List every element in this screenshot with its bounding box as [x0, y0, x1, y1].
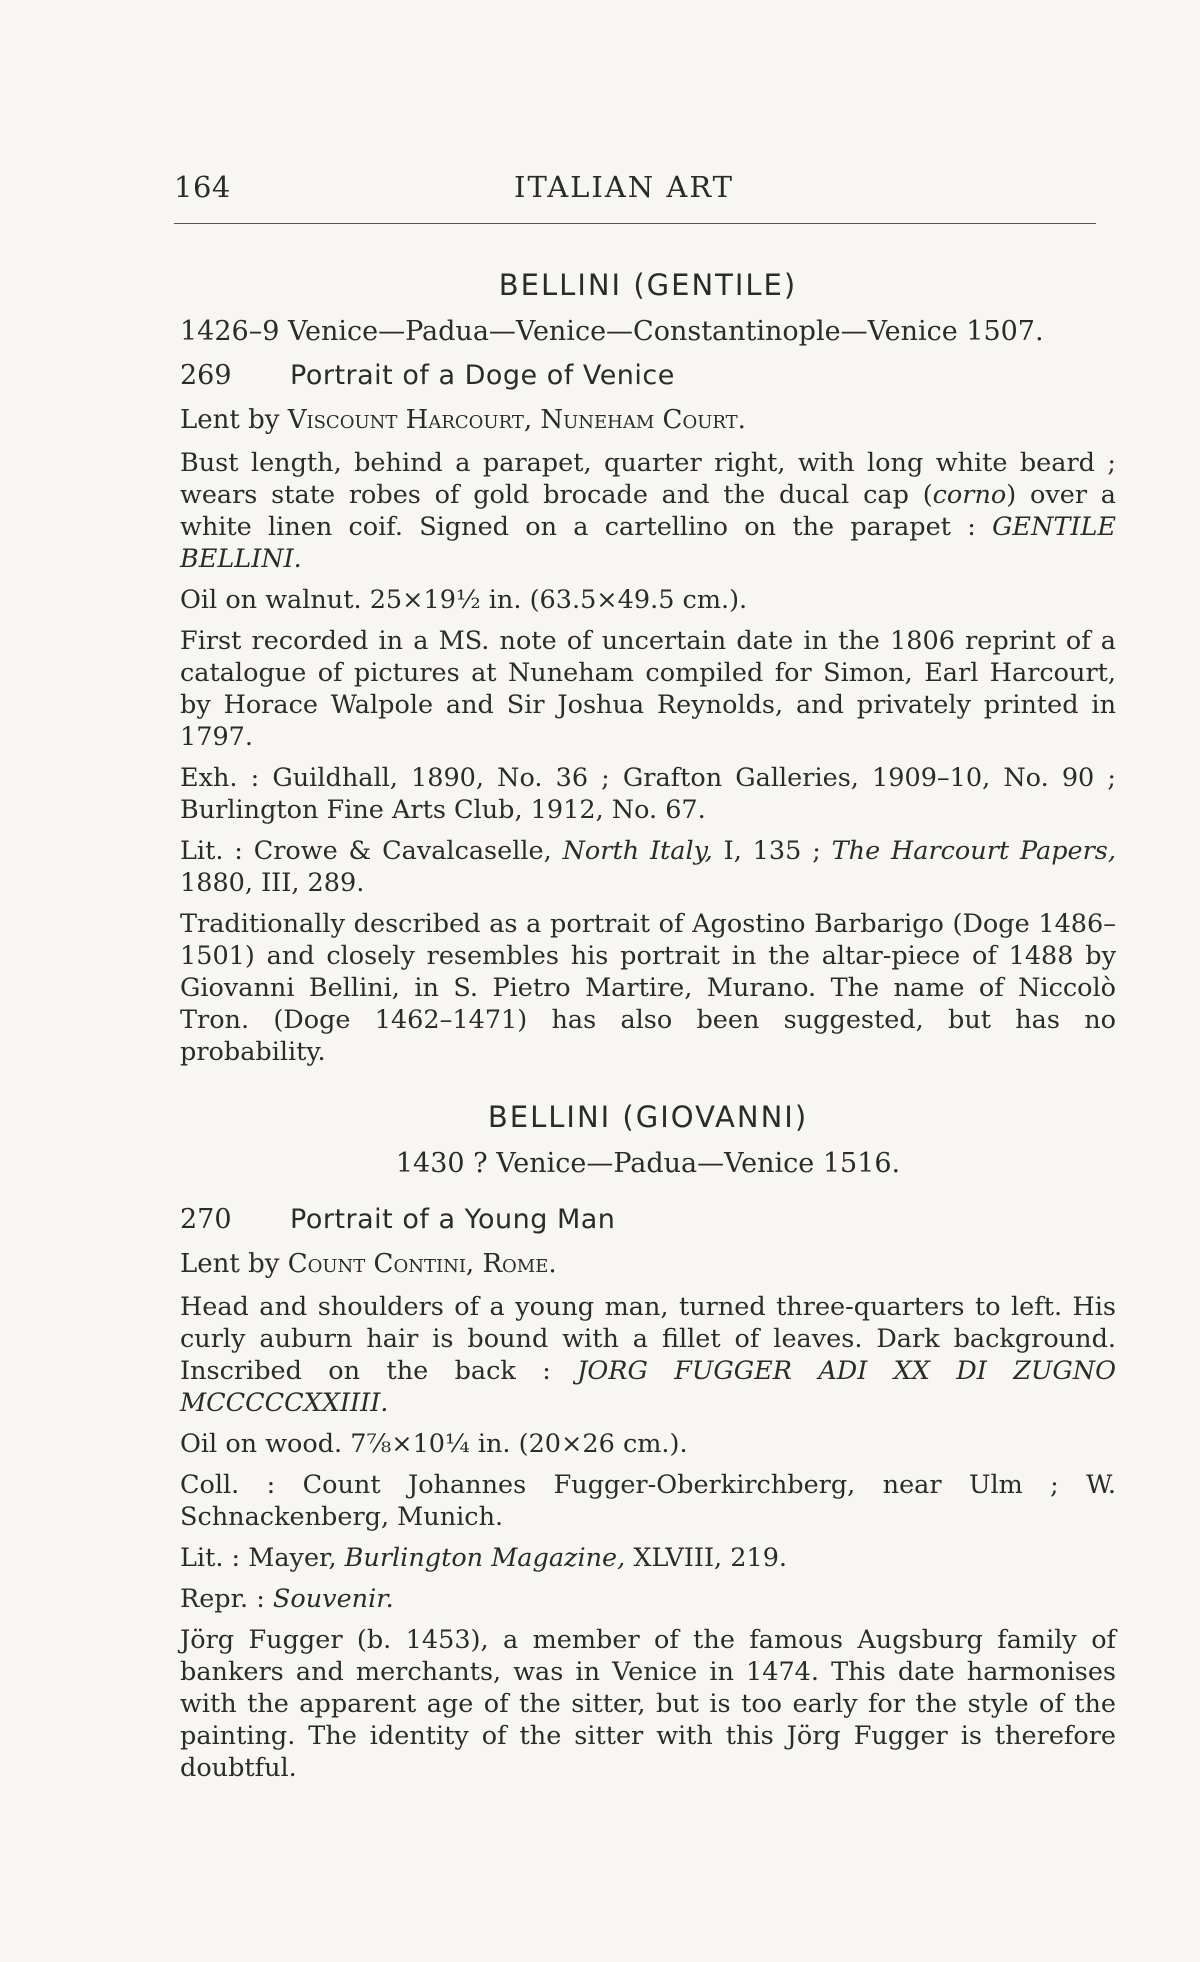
- catalogue-entry-269: [180, 360, 1116, 1068]
- artist-dates: 1426–9 Venice—Padua—Venice—Constantinople—Venice 1507.: [180, 316, 1044, 347]
- literature-text: XLVIII, 219.: [625, 1543, 788, 1573]
- description-text: Head and shoulders of a young man, turned three-quarters to left. His curly auburn hair is bound with a fillet of leaves. Dark background. Inscribed on the back :: [180, 1292, 1116, 1386]
- header-rule: [174, 223, 1096, 224]
- lender-prefix: Lent by: [180, 405, 280, 435]
- lender-line: [180, 1247, 1116, 1281]
- page-header: [174, 170, 1096, 210]
- entry-description: [180, 447, 1116, 575]
- description-italic: corno: [932, 480, 1007, 510]
- entry-title: Portrait of a Doge of Venice: [290, 360, 675, 391]
- lender-prefix: Lent by: [180, 1249, 280, 1279]
- signature-text: GENTILE BELLINI.: [180, 512, 1116, 574]
- literature-title: North Italy,: [562, 836, 713, 866]
- entry-note: Traditionally described as a portrait of Agostino Barbarigo (Doge 1486–1501) and closely resembles his portrait in the altar-piece of 1488 by Giovanni Bellini, in S. Pietro Martire, Murano. The name of Niccolò Tron. (Doge 1462–1471) has also been suggested, but has no probability.: [180, 909, 1116, 1067]
- entry-number: 269: [180, 360, 232, 391]
- entry-description: [180, 1291, 1116, 1419]
- entry-title: Portrait of a Young Man: [290, 1204, 616, 1235]
- page-number: 164: [174, 170, 231, 204]
- entry-literature: [180, 835, 1116, 899]
- running-title: ITALIAN ART: [514, 170, 735, 204]
- artist-section-gentile-bellini: [180, 268, 1116, 1068]
- entry-collection: Coll. : Count Johannes Fugger-Oberkirchberg, near Ulm ; W. Schnackenberg, Munich.: [180, 1470, 1116, 1532]
- catalogue-entry-270: [180, 1204, 1116, 1784]
- artist-heading: BELLINI (GENTILE): [498, 268, 798, 302]
- entry-literature: [180, 1542, 1116, 1574]
- artist-section-giovanni-bellini: [180, 1100, 1116, 1784]
- literature-title: Burlington Magazine,: [344, 1543, 626, 1573]
- artist-dates: 1430 ? Venice—Padua—Venice 1516.: [395, 1148, 901, 1179]
- description-text: ) over a white linen coif. Signed on a cartellino on the parapet :: [180, 480, 1116, 542]
- reproduction-label: Repr. :: [180, 1584, 273, 1614]
- page-content: [180, 268, 1116, 1793]
- literature-title: The Harcourt Papers,: [831, 836, 1116, 866]
- entry-note: Jörg Fugger (b. 1453), a member of the famous Augsburg family of bankers and merchants, was in Venice in 1474. This date harmonises with the apparent age of the sitter, but is too early for the style of the painting. The identity of the sitter with this Jörg Fugger is therefore doubtful.: [180, 1625, 1116, 1783]
- entry-provenance: First recorded in a MS. note of uncertain date in the 1806 reprint of a catalogue of pictures at Nuneham compiled for Simon, Earl Harcourt, by Horace Walpole and Sir Joshua Reynolds, and privately printed in 1797.: [180, 626, 1116, 752]
- literature-text: Lit. : Crowe & Cavalcaselle,: [180, 836, 563, 866]
- literature-text: I, 135 ;: [712, 836, 832, 866]
- entry-exhibitions: Exh. : Guildhall, 1890, No. 36 ; Grafton Galleries, 1909–10, No. 90 ; Burlington Fine Arts Club, 1912, No. 67.: [180, 763, 1116, 825]
- literature-text: Lit. : Mayer,: [180, 1543, 345, 1573]
- entry-medium: Oil on wood. 7⅞×10¼ in. (20×26 cm.).: [180, 1429, 688, 1459]
- lender-line: [180, 403, 1116, 437]
- reproduction-title: Souvenir.: [272, 1584, 394, 1614]
- entry-medium: Oil on walnut. 25×19½ in. (63.5×49.5 cm.).: [180, 585, 748, 615]
- lender-name: Count Contini, Rome.: [287, 1249, 557, 1279]
- entry-reproduction: [180, 1583, 1116, 1615]
- artist-heading: BELLINI (GIOVANNI): [487, 1100, 809, 1134]
- entry-heading: [180, 360, 1116, 391]
- inscription-text: JORG FUGGER ADI XX DI ZUGNO MCCCCCXXIIII.: [180, 1356, 1116, 1418]
- entry-number: 270: [180, 1204, 232, 1235]
- literature-text: 1880, III, 289.: [180, 868, 365, 898]
- description-text: Bust length, behind a parapet, quarter right, with long white beard ; wears state robes of gold brocade and the ducal cap (: [180, 448, 1116, 510]
- entry-heading: [180, 1204, 1116, 1235]
- lender-name: Viscount Harcourt, Nuneham Court.: [287, 405, 746, 435]
